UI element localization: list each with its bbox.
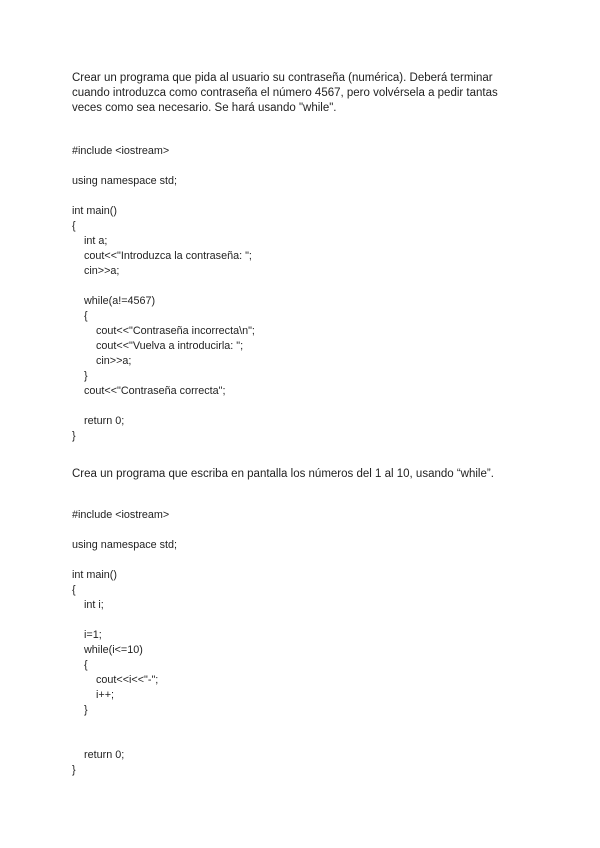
code-line: { [72, 220, 76, 232]
code-line [72, 523, 177, 538]
code-line: { [72, 584, 76, 596]
code-line: #include <iostream> [72, 509, 170, 521]
code-line [72, 189, 255, 204]
code-line: #include <iostream> [72, 145, 170, 157]
code-line [72, 553, 177, 568]
code-line: cin>>a; [72, 355, 132, 367]
code-line: } [72, 764, 76, 776]
code-line [72, 613, 177, 628]
code-line: int i; [72, 599, 104, 611]
code-line [72, 399, 255, 414]
code-line: { [72, 310, 88, 322]
code-line: using namespace std; [72, 539, 178, 551]
code-line [72, 279, 255, 294]
code-line: int a; [72, 235, 108, 247]
code-line [72, 159, 255, 174]
code-line: return 0; [72, 415, 125, 427]
code-line: } [72, 704, 88, 716]
code-line: return 0; [72, 749, 125, 761]
code-line: i++; [72, 689, 115, 701]
code-line: cout<<"Contraseña correcta"; [72, 385, 226, 397]
code-line: cout<<"Vuelva a introducirla: "; [72, 340, 244, 352]
code-line: cout<<"Introduzca la contraseña: "; [72, 250, 252, 262]
code-line [72, 718, 177, 733]
code-line: cout<<"Contraseña incorrecta\n"; [72, 325, 255, 337]
code-line: { [72, 659, 88, 671]
code-line: i=1; [72, 629, 102, 641]
exercise1-statement: Crear un programa que pida al usuario su contraseña (numérica). Deberá terminar cuando introduzca como contraseña el número 4567, pero volvérsela a pedir tantas veces como sea necesario. Se hará usando "while". [72, 72, 498, 114]
code-line: cout<<i<<"-"; [72, 674, 159, 686]
code-line: int main() [72, 205, 117, 217]
code-line [72, 733, 177, 748]
code-line: while(a!=4567) [72, 295, 156, 307]
exercise1-code-block [72, 144, 255, 444]
exercise2-statement: Crea un programa que escriba en pantalla los números del 1 al 10, usando “while”. [72, 468, 494, 480]
code-line: while(i<=10) [72, 644, 143, 656]
code-line: } [72, 430, 76, 442]
exercise2-code-block [72, 508, 177, 778]
code-line: int main() [72, 569, 117, 581]
code-line: using namespace std; [72, 175, 178, 187]
code-line: cin>>a; [72, 265, 120, 277]
code-line: } [72, 370, 88, 382]
